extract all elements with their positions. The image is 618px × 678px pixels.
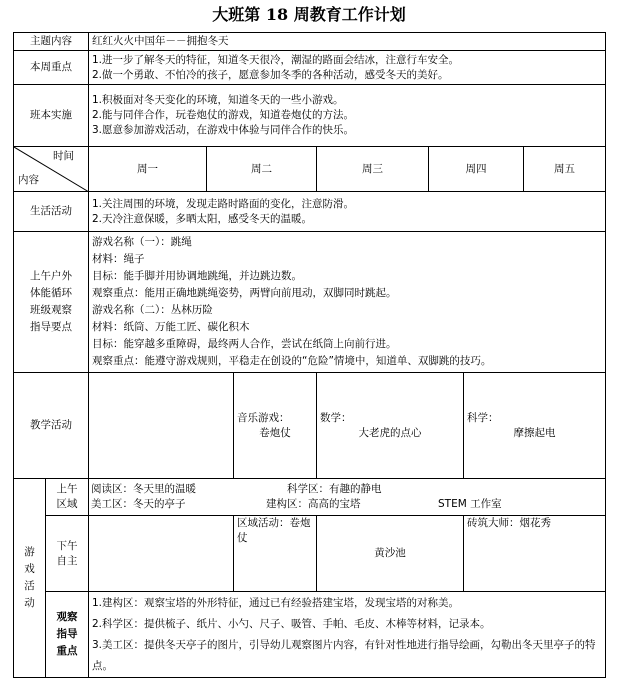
observe-line: 2.科学区：提供梳子、纸片、小勺、尺子、吸管、手帕、毛皮、木棒等材料，记录本。	[92, 618, 491, 630]
life-content	[89, 192, 606, 232]
outdoor-label-line: 体能循环	[30, 287, 72, 299]
teaching-name: 数学：	[320, 411, 352, 424]
afternoon-cell: 砖筑大师：烟花秀	[464, 516, 606, 592]
teaching-name: 科学：	[467, 411, 499, 424]
outdoor-line: 观察重点：能遵守游戏规则，平稳走在创设的“危险”情境中，知道单、双脚跳的技巧。	[92, 355, 492, 367]
game-morning-row	[14, 479, 606, 516]
teaching-name: 音乐游戏：	[237, 411, 290, 424]
day-header: 周二	[207, 147, 317, 192]
life-line: 1.关注周围的环境，发现走路时路面的变化，注意防滑。	[92, 197, 355, 210]
teaching-cell-math	[317, 373, 464, 479]
game-afternoon-row	[14, 516, 606, 592]
theme-value: 红红火火中国年－－拥抱冬天	[89, 33, 606, 51]
outdoor-line: 材料：纸筒、万能工匠、碳化积木	[92, 321, 250, 333]
outdoor-content	[89, 232, 606, 373]
life-line: 2.天冷注意保暖，多晒太阳，感受冬天的温暖。	[92, 212, 313, 225]
game-label-char: 动	[24, 597, 35, 609]
outdoor-row	[14, 232, 606, 373]
morning-label-line: 区域	[56, 498, 78, 510]
afternoon-label-line: 下午	[56, 539, 78, 552]
teaching-value: 大老虎的点心	[358, 426, 422, 439]
class-impl-label: 班本实施	[14, 85, 89, 147]
teaching-row	[14, 373, 606, 479]
outdoor-line: 游戏名称（一）：跳绳	[92, 236, 192, 248]
morning-label-line: 上午	[56, 483, 78, 495]
header-time-label: 时间	[53, 150, 74, 162]
game-label-char: 活	[24, 580, 35, 592]
game-label-char: 戏	[24, 563, 35, 575]
science-area: 科学区：有趣的静电	[287, 483, 382, 495]
game-label-char: 游	[24, 546, 35, 558]
teaching-value: 摩擦起电	[513, 426, 556, 439]
teaching-cell-science	[464, 373, 606, 479]
plan-table	[13, 32, 606, 678]
afternoon-label	[46, 516, 89, 592]
class-impl-content	[89, 85, 606, 147]
page-title: 大班第 18 周教育工作计划	[212, 5, 406, 24]
teaching-cell-music	[234, 373, 317, 479]
outdoor-line: 观察重点：能用正确地跳绳姿势，两臂向前甩动，双脚同时跳起。	[92, 287, 397, 299]
week-focus-line: 1.进一步了解冬天的特征，知道冬天很冷，潮湿的路面会结冰，注意行车安全。	[92, 53, 460, 66]
header-content-label: 内容	[18, 174, 39, 186]
morning-line	[91, 482, 603, 497]
day-header: 周五	[524, 147, 606, 192]
theme-label: 主题内容	[14, 33, 89, 51]
observe-label-line: 重点	[56, 645, 78, 657]
life-label: 生活活动	[14, 192, 89, 232]
week-focus-content	[89, 51, 606, 85]
outdoor-line: 材料：绳子	[92, 253, 145, 265]
life-row	[14, 192, 606, 232]
observe-line: 3.美工区：提供冬天亭子的图片，引导幼儿观察图片内容，有针对性地进行指导绘画，勾勒出冬天里亭子的特点。	[92, 639, 596, 672]
outdoor-line: 目标：能穿越多重障碍，最终两人合作，尝试在纸筒上向前行进。	[92, 338, 397, 350]
outdoor-label	[14, 232, 89, 373]
game-label	[14, 479, 46, 678]
week-focus-row	[14, 51, 606, 85]
teaching-empty-cell	[89, 373, 234, 479]
teaching-label: 教学活动	[14, 373, 89, 479]
afternoon-cell: 区域活动：卷炮仗	[234, 516, 317, 592]
outdoor-line: 目标：能手脚并用协调地跳绳，并边跳边数。	[92, 270, 302, 282]
day-header: 周四	[429, 147, 524, 192]
outdoor-label-line: 班级观察	[30, 304, 72, 316]
game-observe-row	[14, 592, 606, 678]
observe-label-line: 观察	[56, 611, 78, 623]
art-area: 美工区：冬天的亭子	[91, 498, 186, 510]
observe-label-line: 指导	[56, 628, 78, 640]
week-focus-line: 2.做一个勇敢、不怕冷的孩子，愿意参加冬季的各种活动，感受冬天的美好。	[92, 68, 449, 81]
class-impl-line: 3.愿意参加游戏活动，在游戏中体验与同伴合作的快乐。	[92, 124, 355, 136]
header-row	[14, 147, 606, 192]
observe-content	[89, 592, 606, 678]
observe-label	[46, 592, 89, 678]
outdoor-line: 游戏名称（二）：丛林历险	[92, 304, 213, 316]
morning-content	[89, 479, 606, 516]
day-header: 周一	[89, 147, 207, 192]
morning-label	[46, 479, 89, 516]
outdoor-label-line: 上午户外	[30, 270, 72, 282]
class-impl-line: 1.积极面对冬天变化的环境，知道冬天的一些小游戏。	[92, 94, 344, 106]
outdoor-label-line: 指导要点	[30, 321, 72, 333]
afternoon-label-line: 自主	[56, 554, 78, 567]
afternoon-cell: 黄沙池	[317, 516, 464, 592]
theme-row	[14, 33, 606, 51]
week-focus-label: 本周重点	[14, 51, 89, 85]
class-impl-line: 2.能与同伴合作，玩卷炮仗的游戏，知道卷炮仗的方法。	[92, 109, 355, 121]
build-area: 建构区：高高的宝塔	[266, 498, 361, 510]
day-header: 周三	[317, 147, 429, 192]
read-area: 阅读区：冬天里的温暖	[91, 483, 196, 495]
class-impl-row	[14, 85, 606, 147]
morning-line	[91, 497, 603, 512]
afternoon-empty-cell	[89, 516, 234, 592]
header-corner-cell	[14, 147, 89, 192]
observe-line: 1.建构区：观察宝塔的外形特征，通过已有经验搭建宝塔，发现宝塔的对称美。	[92, 597, 460, 609]
stem-area: STEM 工作室	[438, 498, 502, 510]
teaching-value: 卷炮仗	[259, 426, 291, 439]
